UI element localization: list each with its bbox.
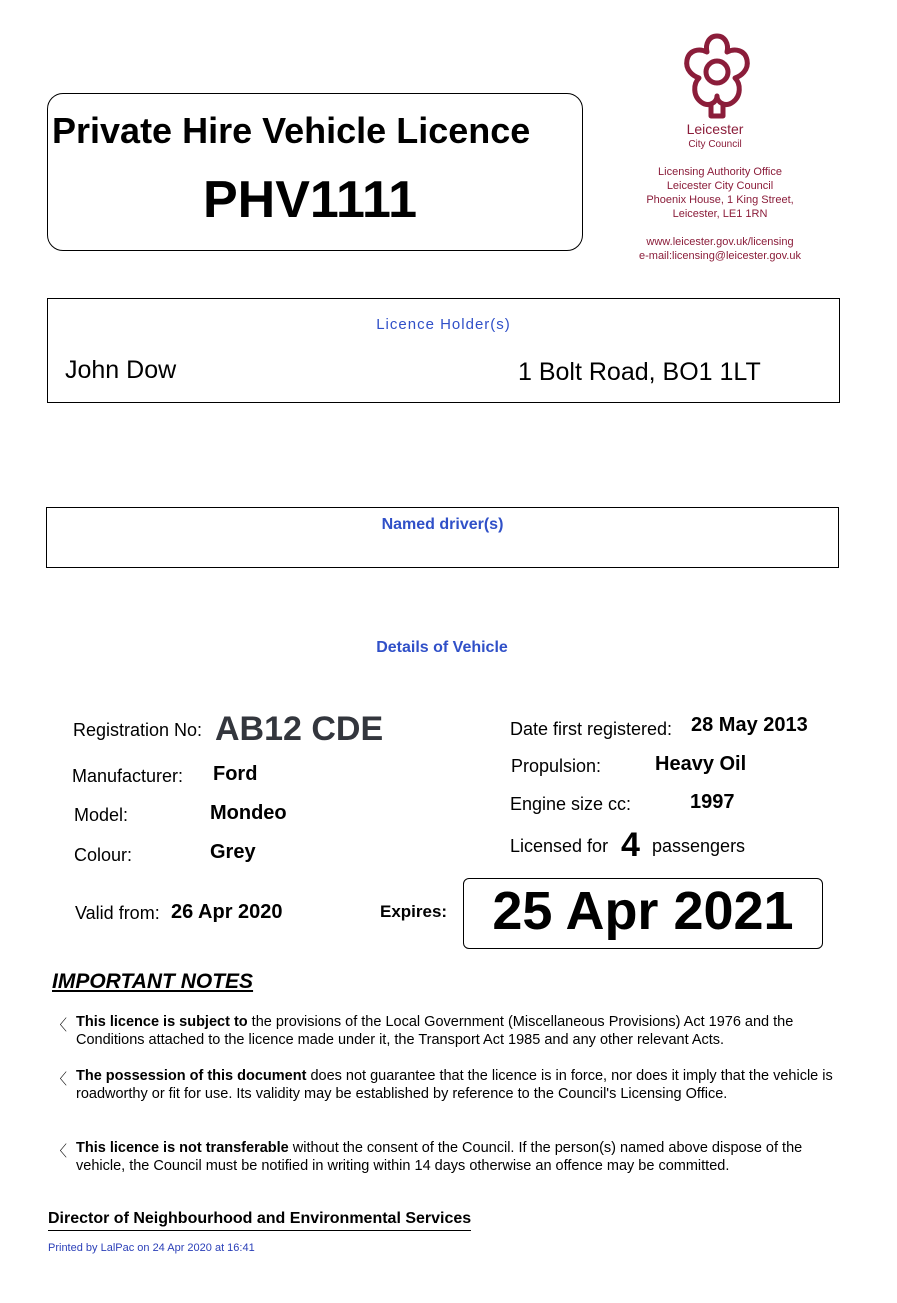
- note-bold: The possession of this document: [76, 1068, 307, 1084]
- note-text: does not guarantee that the licence is in force, nor does it imply that the vehicle is roadworthy or fit for use. Its validity may be established by reference to the Council's Licensing Office.: [76, 1068, 833, 1102]
- licensed-for-label: Licensed for: [510, 836, 609, 856]
- note-bullet-icon: 〈: [52, 1017, 68, 1034]
- address-line: Leicester City Council: [666, 180, 774, 192]
- note-item: [76, 1140, 836, 1175]
- engine-size-label: Engine size cc:: [510, 794, 632, 814]
- council-subname: City Council: [688, 139, 742, 150]
- note-bullet-icon: 〈: [52, 1071, 68, 1088]
- holder-address: 1 Bolt Road, BO1 1LT: [518, 358, 761, 386]
- first-registered-value: 28 May 2013: [691, 714, 808, 736]
- important-notes-heading: IMPORTANT NOTES: [52, 970, 254, 993]
- first-registered-label: Date first registered:: [510, 719, 673, 739]
- licence-holder-box: [47, 298, 840, 403]
- expiry-date: 25 Apr 2021: [492, 881, 794, 941]
- council-address: [620, 165, 820, 221]
- email-link[interactable]: e-mail:licensing@leicester.gov.uk: [639, 250, 801, 262]
- propulsion-value: Heavy Oil: [655, 753, 747, 775]
- passenger-count: 4: [621, 826, 640, 864]
- model-value: Mondeo: [210, 802, 287, 824]
- valid-from-label: Valid from:: [75, 903, 160, 923]
- address-line: Leicester, LE1 1RN: [672, 208, 768, 220]
- licence-number: PHV1111: [203, 171, 417, 229]
- licence-title: Private Hire Vehicle Licence: [52, 110, 531, 151]
- expires-label: Expires:: [380, 902, 448, 921]
- manufacturer-value: Ford: [213, 763, 258, 785]
- vehicle-details-heading: Details of Vehicle: [376, 639, 508, 656]
- printed-by: Printed by LalPac on 24 Apr 2020 at 16:41: [48, 1242, 255, 1254]
- licence-holder-heading: Licence Holder(s): [376, 316, 511, 333]
- manufacturer-label: Manufacturer:: [72, 766, 184, 786]
- note-bold: This licence is subject to: [76, 1014, 248, 1030]
- named-drivers-heading: Named driver(s): [381, 516, 504, 533]
- note-bold: This licence is not transferable: [76, 1140, 289, 1156]
- note-text: without the consent of the Council. If the person(s) named above dispose of the vehicle, the Council must be notified in writing within 14 days otherwise an offence may be committed.: [76, 1140, 803, 1174]
- valid-from-value: 26 Apr 2020: [171, 901, 283, 923]
- note-item: [76, 1068, 836, 1103]
- signatory-title: Director of Neighbourhood and Environmental Services: [48, 1210, 471, 1231]
- engine-size-value: 1997: [690, 791, 735, 813]
- address-line: Licensing Authority Office: [658, 166, 782, 178]
- registration-value: AB12 CDE: [215, 710, 384, 748]
- council-contact: [620, 235, 820, 263]
- passengers-label: passengers: [652, 836, 746, 856]
- note-text: the provisions of the Local Government (Miscellaneous Provisions) Act 1976 and the Conditions attached to the licence made under it, the Transport Act 1985 and any other relevant Acts.: [76, 1014, 794, 1048]
- address-line: Phoenix House, 1 King Street,: [646, 194, 794, 206]
- tudor-rose-icon: [673, 30, 761, 120]
- propulsion-label: Propulsion:: [511, 756, 602, 776]
- colour-label: Colour:: [74, 845, 133, 865]
- note-bullet-icon: 〈: [52, 1143, 68, 1160]
- council-name: Leicester: [686, 121, 744, 137]
- colour-value: Grey: [210, 841, 256, 863]
- note-item: [76, 1014, 836, 1049]
- website-link[interactable]: www.leicester.gov.uk/licensing: [646, 236, 794, 248]
- holder-name: John Dow: [65, 356, 177, 384]
- model-label: Model:: [74, 805, 129, 825]
- registration-label: Registration No:: [73, 720, 203, 740]
